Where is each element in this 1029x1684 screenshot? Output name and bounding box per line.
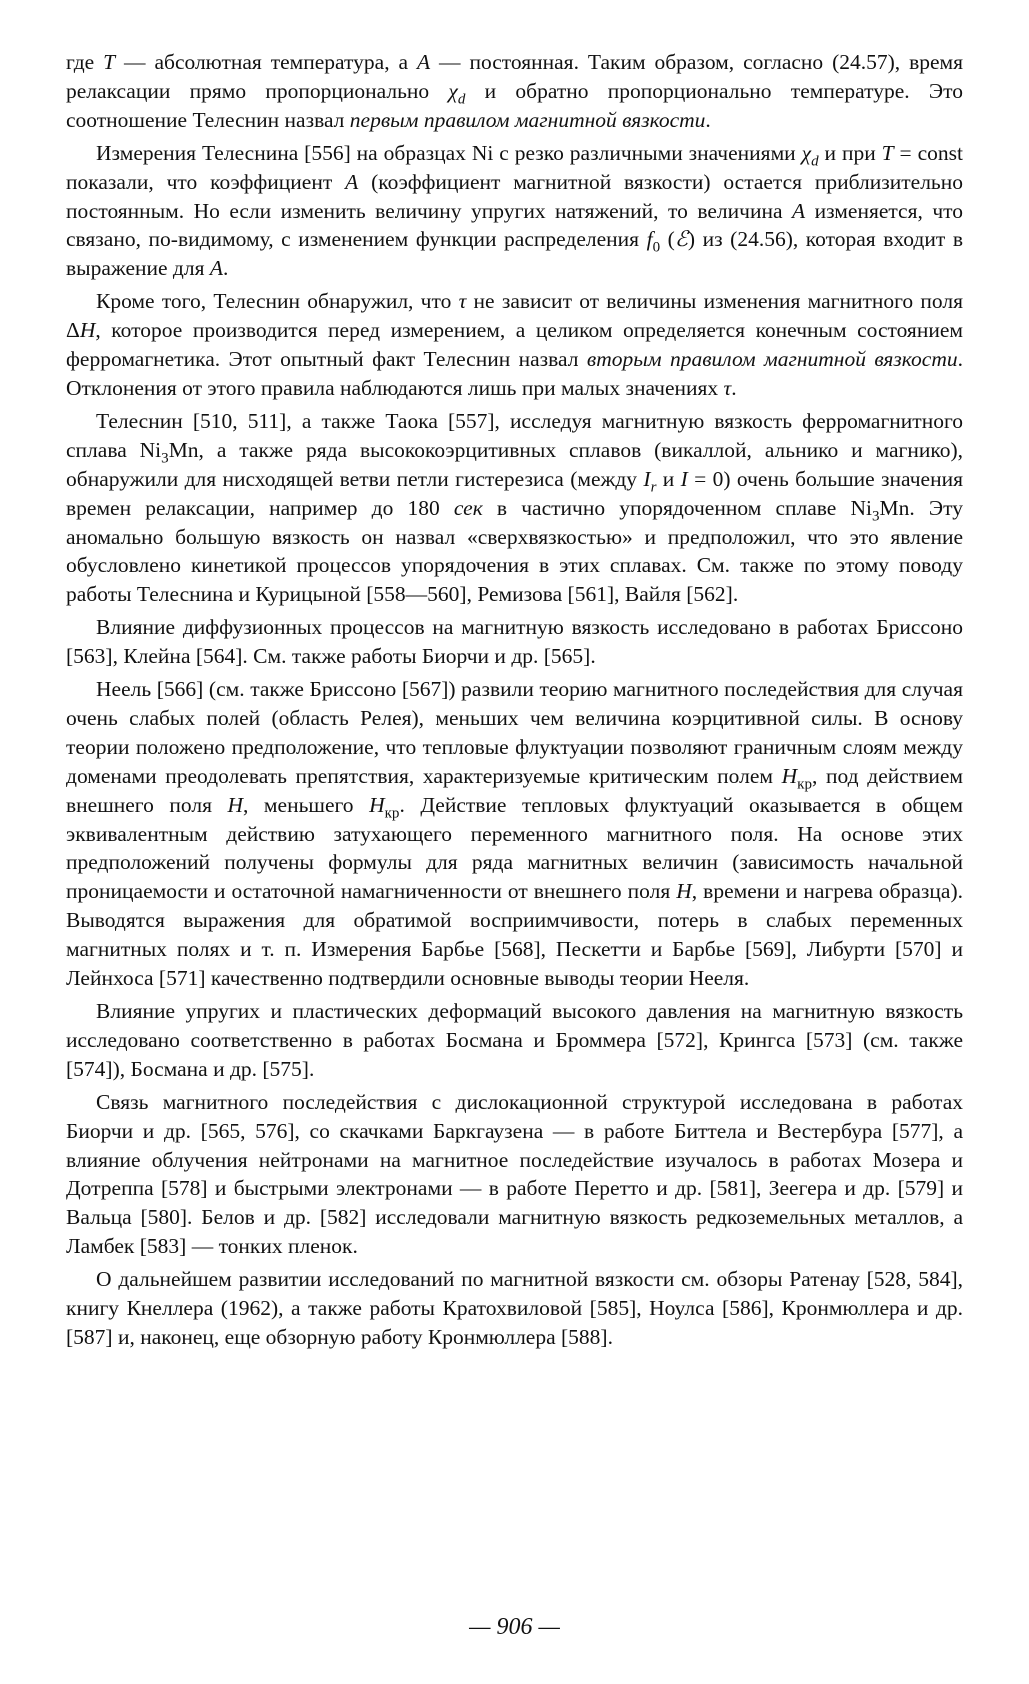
text-segment: T	[103, 50, 116, 74]
text-segment: где	[66, 50, 104, 74]
text-segment: = const показали, что коэффициент	[66, 140, 963, 194]
page-number: — 906 —	[469, 1614, 560, 1640]
text-segment: Влияние упругих и пластических деформаций высокого давления на магнитную вязкость исследовано соответственно в работах Босмана и Броммера [572], Крингса [573] (см. также [574]), Босмана и др. [575].	[66, 999, 963, 1081]
text-segment: A	[209, 256, 224, 281]
text-segment: f	[646, 227, 653, 252]
text-segment: 3	[161, 450, 169, 467]
text-segment: не зависит от величины изменения магнитного поля Δ	[66, 289, 963, 343]
text-segment: в частично упорядоченном сплаве Ni	[482, 495, 872, 520]
text-segment: I	[680, 466, 688, 491]
text-segment: χ	[801, 140, 812, 165]
paragraph-p2	[66, 287, 963, 403]
paragraph-p1	[66, 139, 963, 284]
text-segment: r	[650, 478, 657, 495]
text-segment: сек	[453, 495, 483, 520]
text-segment: I	[643, 466, 651, 491]
text-segment: , времени и нагрева образца). Выводятся выражения для обратимой восприимчивости, потерь в слабых переменных магнитных полях и т. п. Измерения Барбье [568], Пескетти и Барбье [569], Либурти [570] и Лейнхоса [571] качественно подтвердили основные выводы теории Нееля.	[66, 879, 963, 991]
text-segment: Связь магнитного последействия с дислокационной структурой исследована в работах Биорчи и др. [565, 576], со скачками Баркгаузена — в работе Биттела и Вестербура [577], а влияние облучения нейтронами на магнитное последействие изучалось в работах Мозера и Дотреппа [578] и быстрыми электронами — в работе Перетто и др. [581], Зеегера и др. [579] и Вальца [580]. Белов и др. [582] исследовали магнитную вязкость редкоземельных металлов, а Ламбек [583] — тонких пленок.	[66, 1089, 963, 1259]
text-segment: Влияние диффузионных процессов на магнитную вязкость исследовано в работах Бриссоно [563], Клейна [564]. См. также работы Биорчи и др. [565].	[66, 615, 963, 669]
text-segment: .	[705, 107, 711, 132]
text-segment: кр	[797, 776, 812, 793]
text-segment: Mn. Эту аномально большую вязкость он назвал «сверхвязкостью» и предположил, что это явление обусловлено кинетикой процессов упорядочения в этих сплавах. См. также по этому поводу работы Телеснина и Курицыной [558—560], Ремизова [561], Вайля [562].	[66, 495, 963, 607]
text-segment: Mn, а также ряда высококоэрцитивных сплавов (викаллой, альнико и магнико), обнаружили для нисходящей ветви петли гистерезиса (между	[66, 437, 963, 491]
text-segment: . Действие тепловых флуктуаций оказывается в общем эквивалентным действию затухающего переменного магнитного поля. На основе этих предположений получены формулы для ряда магнитных величин (зависимость начальной проницаемости и остаточной намагниченности от внешнего поля	[66, 792, 963, 904]
text-segment: 0	[652, 239, 661, 256]
text-segment: , меньшего	[243, 792, 370, 817]
text-segment: Телеснин [510, 511], а также Таока [557], исследуя магнитную вязкость ферромагнитного сплава Ni	[66, 408, 963, 462]
text-segment: и обратно пропорционально температуре. Это соотношение Телеснин назвал	[66, 78, 963, 132]
text-segment: (	[660, 227, 675, 252]
text-segment: и при	[818, 140, 882, 165]
paragraph-p8	[66, 1265, 963, 1352]
text-segment: изменяется, что связано, по-видимому, с изменением функции распределения	[66, 198, 964, 252]
text-segment: H	[676, 879, 692, 904]
paragraph-p0	[66, 48, 963, 135]
text-segment: (коэффициент магнитной вязкости) остается приблизительно постоянным. Но если изменить величину упругих натяжений, то величина	[66, 169, 963, 223]
text-segment: — постоянная. Таким образом, согласно (24.57), время релаксации прямо пропорционально	[66, 50, 964, 103]
paragraph-p3	[66, 407, 963, 609]
text-segment: χ	[448, 78, 458, 103]
paragraph-p4	[66, 613, 963, 671]
text-segment: τ	[723, 375, 732, 400]
text-segment: Измерения Телеснина [556] на образцах Ni с резко различными значениями	[96, 140, 802, 165]
text-segment: вторым правилом магнитной вязкости	[586, 347, 958, 372]
text-segment: A	[345, 169, 359, 194]
paragraph-p6	[66, 997, 963, 1084]
text-segment: ) из (24.56), которая входит в выражение для	[66, 227, 963, 281]
text-segment: О дальнейшем развитии исследований по магнитной вязкости см. обзоры Ратенау [528, 584], книгу Кнеллера (1962), а также работы Кратохвиловой [585], Ноулса [586], Кронмюллера и др. [587] и, наконец, еще обзорную работу Кронмюллера [588].	[66, 1267, 963, 1349]
text-segment: H	[227, 792, 244, 817]
paragraph-p7	[66, 1088, 963, 1261]
text-segment: 3	[872, 507, 880, 524]
text-segment: Неель [566] (см. также Бриссоно [567]) развили теорию магнитного последействия для случая очень слабых полей (область Релея), меньших чем величина коэрцитивной силы. В основу теории положено предположение, что тепловые флуктуации позволяют граничным слоям между доменами преодолевать препятствия, характеризуемые критическим полем	[66, 677, 963, 788]
text-segment: первым правилом магнитной вязкости	[349, 107, 706, 132]
text-segment: d	[457, 91, 466, 108]
body-text	[66, 48, 963, 1352]
text-segment: H	[369, 792, 385, 817]
text-segment: = 0) очень большие значения времен релаксации, например до 180	[66, 466, 963, 520]
text-segment: ℰ	[674, 227, 688, 252]
text-segment: A	[416, 50, 431, 74]
text-segment: .	[223, 256, 229, 281]
text-segment: Кроме того, Телеснин обнаружил, что	[96, 289, 459, 314]
text-segment: d	[811, 153, 819, 170]
text-segment: A	[792, 198, 806, 223]
text-segment: T	[881, 140, 894, 165]
text-segment: τ	[458, 289, 467, 314]
text-segment: и	[656, 466, 681, 491]
text-segment: . Отклонения от этого правила наблюдаются лишь при малых значениях	[66, 347, 963, 400]
text-segment: , которое производится перед измерением, а целиком определяется конечным состоянием ферромагнетика. Этот опытный факт Телеснин назвал	[66, 318, 963, 372]
text-segment: H	[781, 763, 798, 788]
text-segment: — абсолютная температура, а	[115, 50, 417, 74]
paragraph-p5	[66, 675, 963, 993]
text-segment: H	[79, 318, 96, 343]
text-segment: .	[731, 375, 737, 400]
text-segment: , под действием внешнего поля	[66, 763, 963, 817]
text-segment: кр	[384, 804, 400, 821]
